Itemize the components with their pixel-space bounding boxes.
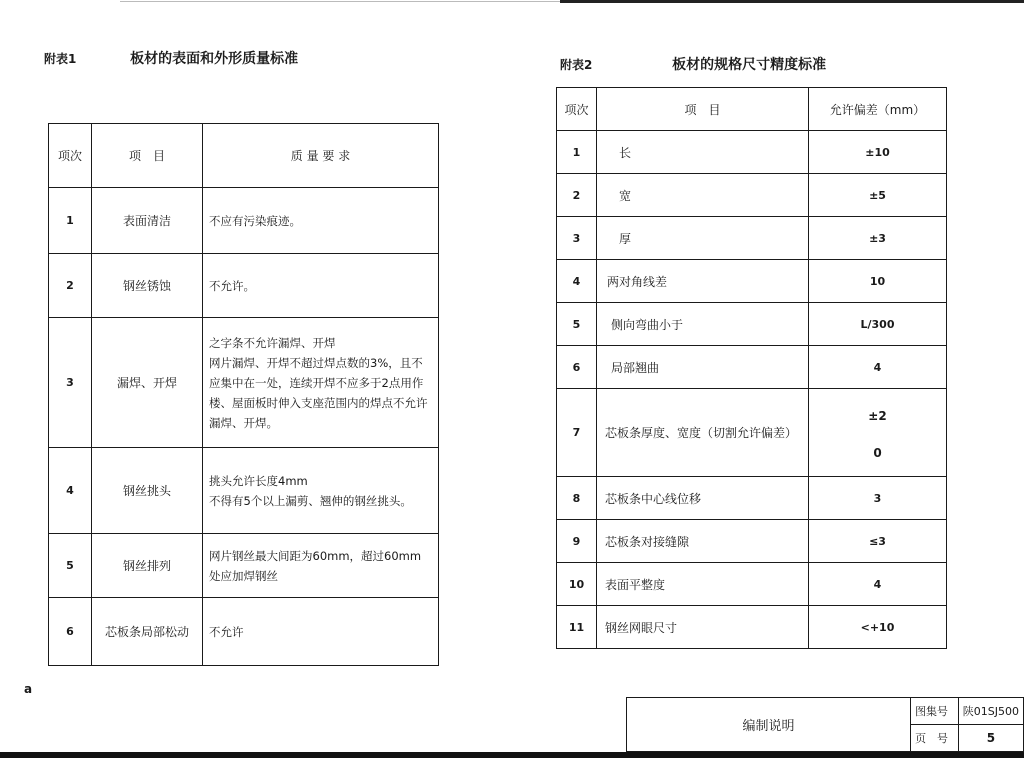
row-item: 芯板条局部松动: [92, 598, 203, 666]
table2-header-row: [557, 88, 947, 131]
row-number: 7: [557, 389, 597, 477]
row-number: 8: [557, 477, 597, 520]
table-row: [49, 188, 439, 254]
table2-header-no: 项次: [557, 88, 597, 131]
top-border-thin: [120, 1, 560, 2]
page-number-label: 页 号: [911, 725, 959, 752]
row-item: 芯板条厚度、宽度（切割允许偏差）: [597, 389, 809, 477]
row-item: 两对角线差: [597, 260, 809, 303]
table-row: [49, 448, 439, 534]
table-row: [557, 606, 947, 649]
row-number: 4: [557, 260, 597, 303]
row-tolerance: 10: [809, 260, 947, 303]
dimension-accuracy-table: [556, 87, 947, 649]
row-item: 表面清洁: [92, 188, 203, 254]
drawing-title-block: [626, 697, 1024, 752]
table1-caption: [44, 48, 298, 68]
row-number: 5: [557, 303, 597, 346]
table2-caption: [560, 54, 826, 74]
row-number: 6: [49, 598, 92, 666]
table1-title: 板材的表面和外形质量标准: [130, 51, 299, 67]
row-number: 1: [557, 131, 597, 174]
row-number: 9: [557, 520, 597, 563]
table-row: [49, 534, 439, 598]
row-requirement: 不应有污染痕迹。: [203, 188, 439, 254]
row-number: 11: [557, 606, 597, 649]
row-number: 2: [557, 174, 597, 217]
table-row: [557, 260, 947, 303]
row-item: 漏焊、开焊: [92, 318, 203, 448]
row-number: 4: [49, 448, 92, 534]
row-number: 1: [49, 188, 92, 254]
stray-mark: a: [24, 682, 33, 696]
row-item: 局部翘曲: [597, 346, 809, 389]
row-item: 表面平整度: [597, 563, 809, 606]
row-item: 芯板条中心线位移: [597, 477, 809, 520]
atlas-number-label: 图集号: [911, 698, 959, 725]
bottom-border: [0, 752, 1024, 758]
row-requirement: 不允许: [203, 598, 439, 666]
row-requirement: 之字条不允许漏焊、开焊 网片漏焊、开焊不超过焊点数的3%，且不应集中在一处，连续开焊不应多于2点用作楼、屋面板时伸入支座范围内的焊点不允许漏焊、开焊。: [203, 318, 439, 448]
table-row: [557, 217, 947, 260]
row-tolerance: L/300: [809, 303, 947, 346]
row-item: 钢丝锈蚀: [92, 254, 203, 318]
row-requirement: 网片钢丝最大间距为60mm，超过60mm处应加焊钢丝: [203, 534, 439, 598]
table-row: [557, 389, 947, 477]
table1-header-item: 项 目: [92, 124, 203, 188]
row-item: 长: [597, 131, 809, 174]
row-tolerance: ±3: [809, 217, 947, 260]
row-tolerance: ±10: [809, 131, 947, 174]
row-number: 2: [49, 254, 92, 318]
row-tolerance-range: [809, 389, 947, 477]
table-row: [557, 174, 947, 217]
table2-header-item: 项 目: [597, 88, 809, 131]
table-row: [557, 131, 947, 174]
row-number: 5: [49, 534, 92, 598]
tolerance-upper: ±2: [868, 409, 887, 423]
table1-label: 附表1: [44, 52, 77, 66]
table-row: [49, 318, 439, 448]
page-number: 5: [958, 725, 1023, 752]
table-row: [557, 563, 947, 606]
row-item: 芯板条对接缝隙: [597, 520, 809, 563]
row-requirement: 不允许。: [203, 254, 439, 318]
table2-title: 板材的规格尺寸精度标准: [672, 57, 827, 73]
table-row: [557, 303, 947, 346]
table1-header-no: 项次: [49, 124, 92, 188]
row-item: 钢丝网眼尺寸: [597, 606, 809, 649]
row-item: 宽: [597, 174, 809, 217]
table1-header-req: 质 量 要 求: [203, 124, 439, 188]
row-tolerance: <+10: [809, 606, 947, 649]
row-item: 钢丝挑头: [92, 448, 203, 534]
row-number: 3: [557, 217, 597, 260]
top-border: [560, 0, 1024, 3]
row-tolerance: 3: [809, 477, 947, 520]
table-row: [557, 520, 947, 563]
table-row: [557, 477, 947, 520]
title-block-title: 编制说明: [627, 698, 911, 752]
surface-quality-table: [48, 123, 439, 666]
row-item: 钢丝排列: [92, 534, 203, 598]
row-tolerance: 4: [809, 563, 947, 606]
atlas-number: 陕01SJ500: [958, 698, 1023, 725]
table2-label: 附表2: [560, 58, 593, 72]
tolerance-lower: 0: [873, 446, 882, 460]
row-tolerance: 4: [809, 346, 947, 389]
table2-header-tol: 允许偏差（mm）: [809, 88, 947, 131]
table-row: [557, 346, 947, 389]
row-item: 厚: [597, 217, 809, 260]
table-row: [49, 254, 439, 318]
row-number: 10: [557, 563, 597, 606]
row-requirement: 挑头允许长度4mm 不得有5个以上漏剪、翘伸的钢丝挑头。: [203, 448, 439, 534]
row-tolerance: ±5: [809, 174, 947, 217]
row-number: 6: [557, 346, 597, 389]
table1-header-row: [49, 124, 439, 188]
table-row: [49, 598, 439, 666]
row-tolerance: ≤3: [809, 520, 947, 563]
row-item: 侧向弯曲小于: [597, 303, 809, 346]
row-number: 3: [49, 318, 92, 448]
